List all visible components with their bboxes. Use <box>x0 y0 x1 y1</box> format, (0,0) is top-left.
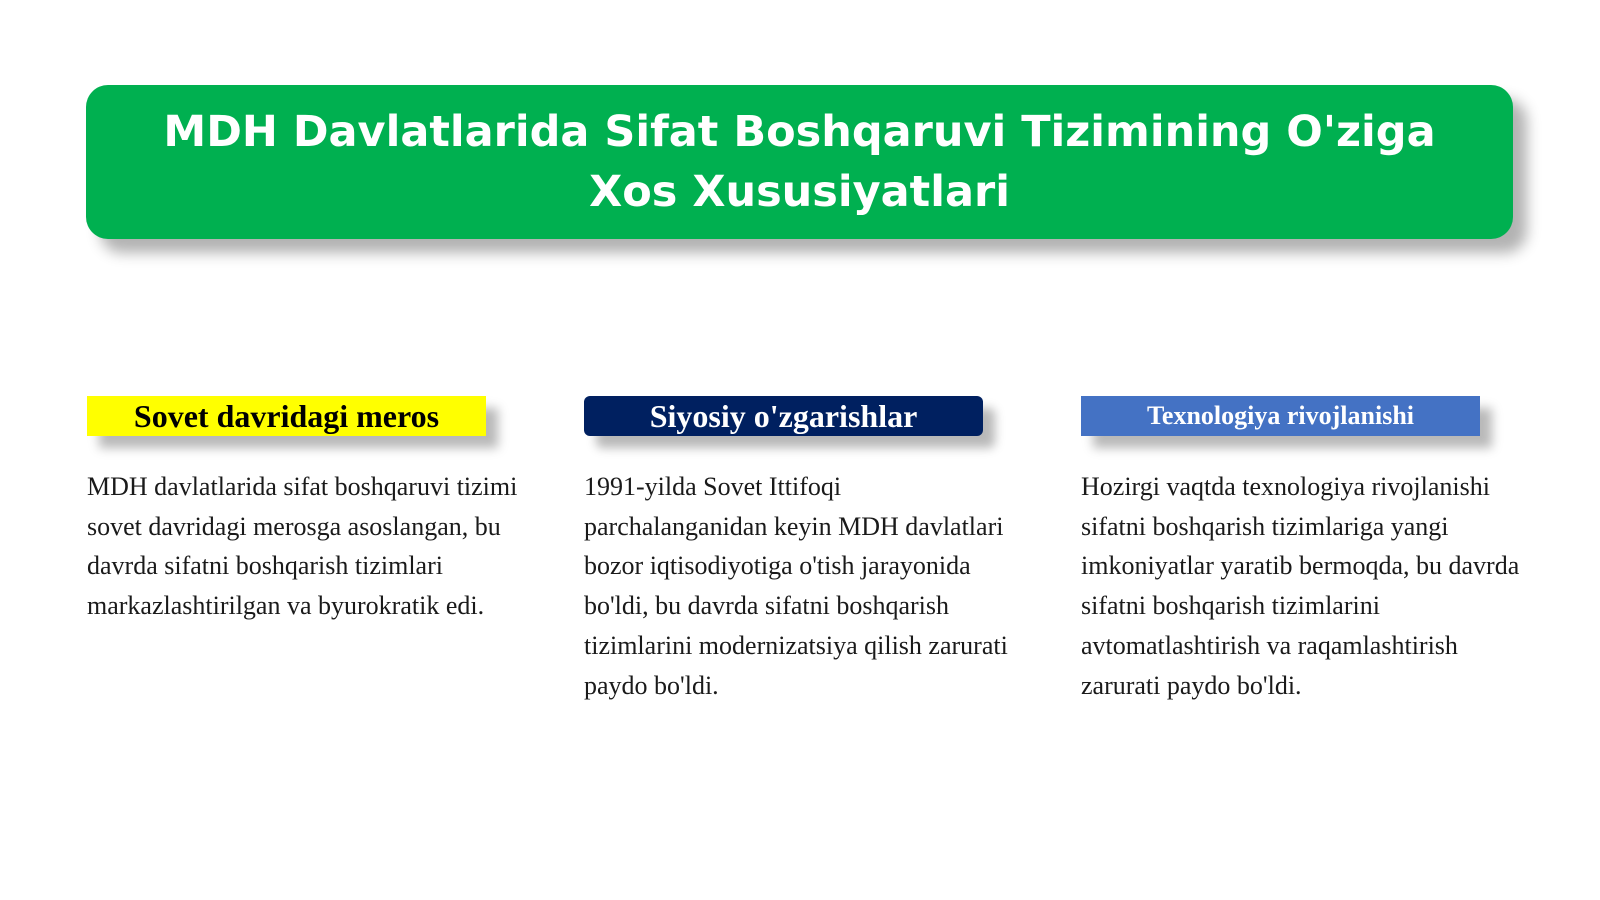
title-banner <box>86 85 1513 239</box>
column-text-soviet-legacy: MDH davlatlarida sifat boshqaruvi tizimi sovet davridagi merosga asoslangan, bu davrda sifatni boshqarish tizimlari markazlashtirilgan va byurokratik edi. <box>87 472 518 621</box>
column-text-political-changes: 1991-yilda Sovet Ittifoqi parchalanganidan keyin MDH davlatlari bozor iqtisodiyotiga o'tish jarayonida bo'ldi, bu davrda sifatni boshqarish tizimlarini modernizatsiya qilish zarurati paydo bo'ldi. <box>584 472 1008 700</box>
column-soviet-legacy <box>87 396 527 626</box>
column-political-changes <box>584 396 1024 705</box>
column-heading-technology-development: Texnologiya rivojlanishi <box>1081 396 1480 436</box>
column-heading-political-changes: Siyosiy o'zgarishlar <box>584 396 983 436</box>
column-text-technology-development: Hozirgi vaqtda texnologiya rivojlanishi sifatni boshqarish tizimlariga yangi imkoniyatlar yaratib bermoqda, bu davrda sifatni boshqarish tizimlarini avtomatlashtirish va raqamlashtirish zarurati paydo bo'ldi. <box>1081 472 1520 700</box>
slide-title: MDH Davlatlarida Sifat Boshqaruvi Tizimining O'ziga Xos Xususiyatlari <box>163 107 1436 217</box>
column-technology-development <box>1081 396 1521 705</box>
column-heading-soviet-legacy: Sovet davridagi meros <box>87 396 486 436</box>
